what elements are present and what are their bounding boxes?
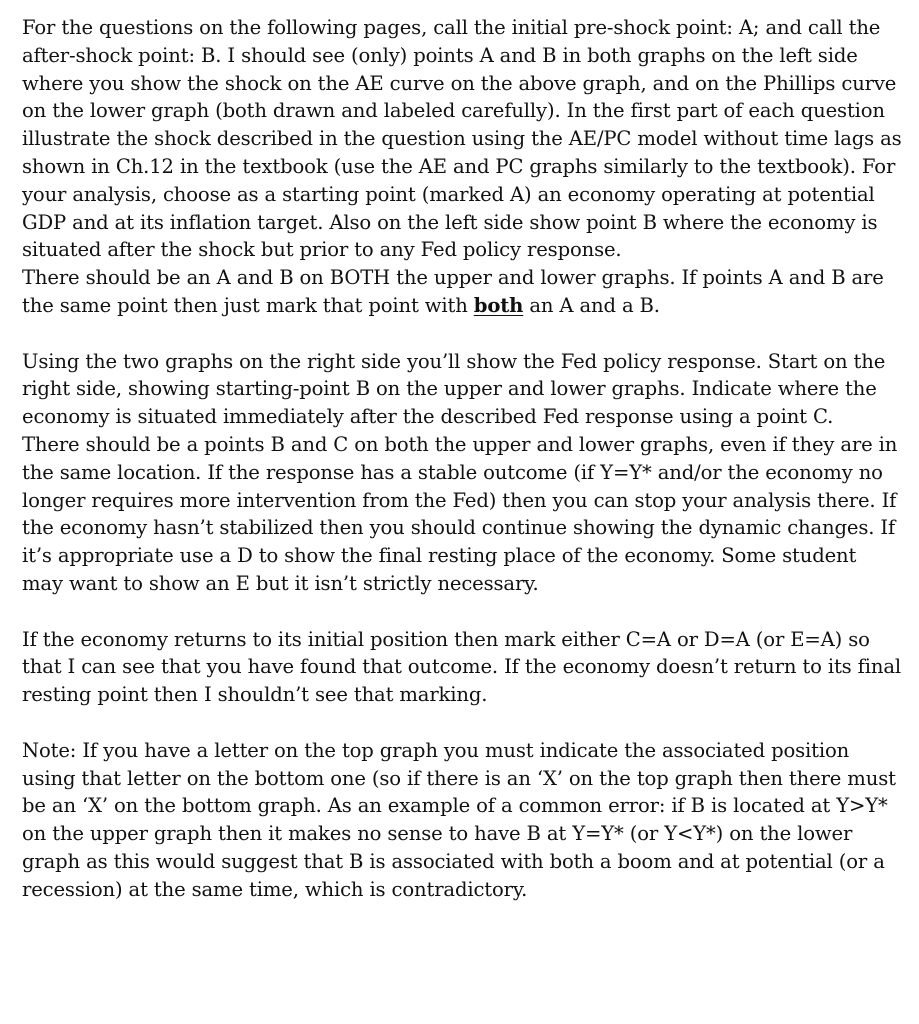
instructions-document [22,14,902,904]
text-after-emphasis: an A and a B. [523,293,660,317]
paragraph-spacer [22,598,902,626]
text-before-emphasis: There should be an A and B on BOTH the upper and lower graphs. If points A and B are the same point then just mark that point with [22,266,884,317]
paragraph-spacer [22,709,902,737]
paragraph-points-b-c: There should be a points B and C on both the upper and lower graphs, even if they are in the same location. If the response has a stable outcome (if Y=Y* and/or the economy no longer requires more intervention from the Fed) then you can stop your analysis there. If the economy hasn’t stabilized then you should continue showing the dynamic changes. If it’s appropriate use a D to show the final resting place of the economy. Some student may want to show an E but it isn’t strictly necessary. [22,432,898,595]
paragraph-points-a-b: For the questions on the following pages, call the initial pre-shock point: A; and call the after-shock point: B. I should see (only) points A and B in both graphs on the left side where you show the shock on the AE curve on the above graph, and on the Phillips curve on the lower graph (both drawn and labeled carefully). In the first part of each question illustrate the shock described in the question using the AE/PC model without time lags as shown in Ch.12 in the textbook (use the AE and PC graphs similarly to the textbook). For your analysis, choose as a starting point (marked A) an economy operating at potential GDP and at its inflation target. Also on the left side show point B where the economy is situated after the shock but prior to any Fed policy response. [22,16,902,262]
paragraph-initial-position: If the economy returns to its initial position then mark either C=A or D=A (or E=A) so that I can see that you have found that outcome. If the economy doesn’t return to its final resting point then I shouldn’t see that marking. [22,627,901,707]
emphasis-both: both [473,293,524,317]
paragraph-spacer [22,320,902,348]
paragraph-fed-response: Using the two graphs on the right side you’ll show the Fed policy response. Start on the right side, showing starting-point B on the upper and lower graphs. Indicate where the economy is situated immediately after the described Fed response using a point C. [22,349,886,429]
paragraph-note: Note: If you have a letter on the top graph you must indicate the associated position using that letter on the bottom one (so if there is an ‘X’ on the top graph then there must be an ‘X’ on the bottom graph. As an example of a common error: if B is located at Y>Y* on the upper graph then it makes no sense to have B at Y=Y* (or Y<Y*) on the lower graph as this would suggest that B is associated with both a boom and at potential (or a recession) at the same time, which is contradictory. [22,738,896,901]
paragraph-a-b-both-graphs [22,264,902,320]
